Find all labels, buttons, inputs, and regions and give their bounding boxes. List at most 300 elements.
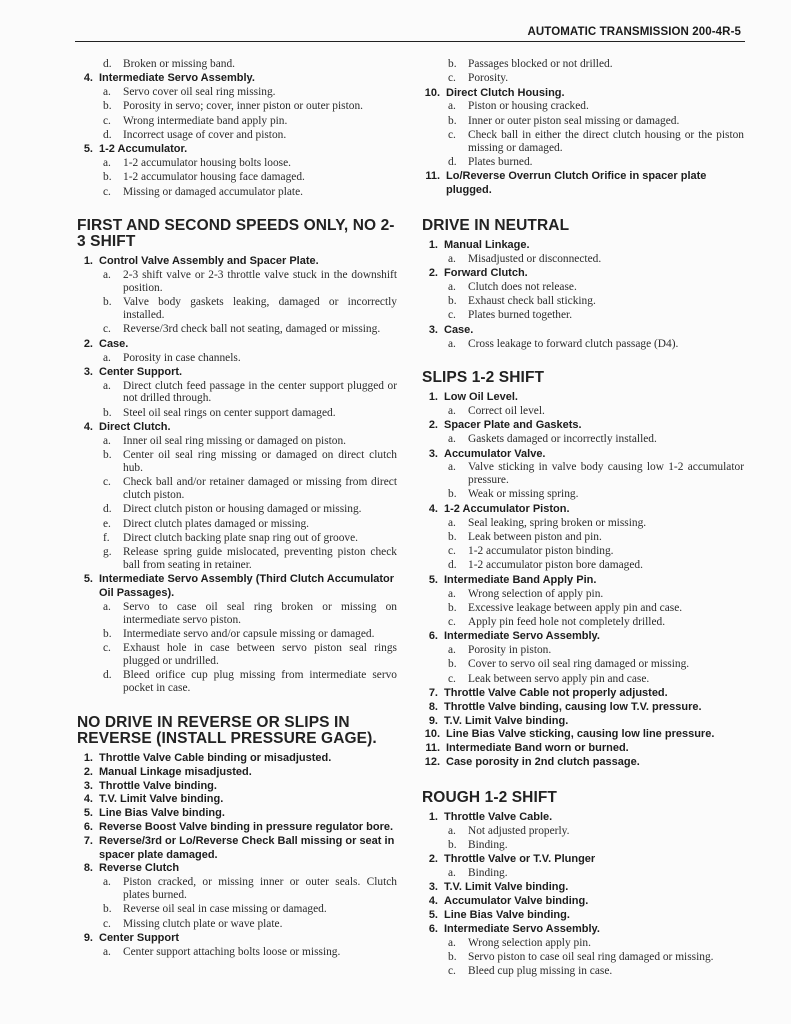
sub-item-text: Leak between piston and pin. — [468, 530, 602, 543]
left-column — [77, 58, 397, 960]
sub-item-text: Wrong selection apply pin. — [468, 936, 591, 949]
numbered-item — [422, 756, 744, 770]
sub-item-text: Direct clutch piston or housing damaged or missing. — [123, 503, 362, 516]
sub-item-letter: a. — [448, 252, 456, 265]
item-number: 9. — [428, 714, 438, 727]
item-title: Throttle Valve Cable not properly adjusted. — [444, 687, 668, 700]
sub-item-letter: a. — [448, 100, 456, 113]
sub-item-text: Servo to case oil seal ring broken or missing on intermediate servo piston. — [123, 600, 397, 626]
sub-item-text: Passages blocked or not drilled. — [468, 58, 613, 70]
sub-item-text: Steel oil seal rings on center support damaged. — [123, 406, 336, 419]
sub-item — [422, 658, 744, 671]
numbered-item — [422, 853, 744, 867]
sub-item-text: Cover to servo oil seal ring damaged or missing. — [468, 658, 690, 671]
sub-item-text: Porosity in servo; cover, inner piston or outer piston. — [123, 100, 363, 113]
sub-item — [422, 531, 744, 544]
sub-item-letter: a. — [448, 867, 456, 880]
item-number: 8. — [428, 700, 438, 713]
numbered-item — [422, 239, 744, 253]
item-title: Throttle Valve Cable. — [444, 810, 553, 823]
sub-item — [77, 100, 397, 113]
sub-item-text: Valve sticking in valve body causing low 1-2 accumulator pressure. — [468, 461, 744, 487]
sub-item — [77, 115, 397, 128]
sub-item-letter: c. — [448, 616, 456, 629]
sub-item-text: Cross leakage to forward clutch passage (D4). — [468, 337, 679, 350]
sub-item-letter: c. — [448, 72, 456, 85]
sub-item — [77, 171, 397, 184]
sub-item-letter: b. — [448, 601, 457, 614]
continued-block — [422, 58, 744, 198]
numbered-item — [422, 267, 744, 281]
sub-item — [422, 156, 744, 169]
sub-item-text: Missing clutch plate or wave plate. — [123, 917, 283, 930]
item-title: Accumulator Valve binding. — [444, 895, 589, 908]
sub-item-text: Bleed orifice cup plug missing from intermediate servo pocket in case. — [123, 669, 397, 695]
sub-item-letter: c. — [448, 965, 456, 978]
sub-item-text: Missing or damaged accumulator plate. — [123, 185, 303, 198]
item-title: Forward Clutch. — [444, 267, 528, 280]
sub-item — [77, 86, 397, 99]
sub-item-letter: a. — [448, 644, 456, 657]
numbered-item — [422, 87, 744, 101]
sub-item-letter: c. — [103, 114, 111, 127]
sub-item-letter: c. — [448, 128, 456, 141]
item-title: 1-2 Accumulator Piston. — [444, 502, 570, 515]
sub-item-text: Intermediate servo and/or capsule missing or damaged. — [123, 627, 375, 640]
numbered-item — [422, 923, 744, 937]
sub-item-text: Center support attaching bolts loose or missing. — [123, 945, 341, 958]
sub-item-letter: a. — [448, 405, 456, 418]
numbered-item — [77, 143, 397, 157]
sub-item-text: 1-2 accumulator housing bolts loose. — [123, 157, 291, 170]
section-heading: SLIPS 1-2 SHIFT — [422, 369, 545, 387]
sub-item-letter: c. — [103, 323, 111, 336]
sub-item-text: Leak between servo apply pin and case. — [468, 672, 650, 685]
numbered-item — [422, 728, 744, 742]
item-number: 5. — [428, 573, 438, 586]
numbered-item — [77, 862, 397, 876]
sub-item-letter: a. — [448, 433, 456, 446]
item-title: Case. — [99, 337, 129, 350]
sub-item — [422, 867, 744, 880]
sub-item — [422, 559, 744, 572]
sub-item — [422, 616, 744, 629]
sub-item-text: Reverse/3rd check ball not seating, damaged or missing. — [123, 323, 381, 336]
item-number: 2. — [428, 853, 438, 866]
sub-item — [422, 253, 744, 266]
numbered-item — [422, 391, 744, 405]
numbered-item — [77, 573, 397, 601]
sub-item-letter: a. — [448, 824, 456, 837]
sub-item — [422, 673, 744, 686]
sub-item — [422, 433, 744, 446]
numbered-item — [77, 255, 397, 269]
section-heading: DRIVE IN NEUTRAL — [422, 216, 570, 234]
page-header-title: AUTOMATIC TRANSMISSION 200-4R-5 — [527, 26, 741, 38]
sub-item-letter: b. — [448, 114, 457, 127]
sub-item-text: Exhaust hole in case between servo piston seal rings plugged or undrilled. — [123, 642, 397, 668]
item-number: 6. — [428, 630, 438, 643]
item-number: 3. — [83, 779, 93, 792]
item-number: 2. — [428, 267, 438, 280]
sub-item-letter: a. — [103, 600, 111, 613]
item-title: Intermediate Servo Assembly. — [99, 72, 255, 85]
numbered-item — [422, 909, 744, 923]
sub-item-letter: d. — [103, 503, 112, 516]
sub-item-text: Excessive leakage between apply pin and case. — [468, 601, 683, 614]
item-title: Direct Clutch. — [99, 421, 171, 434]
sub-item — [422, 839, 744, 852]
numbered-item — [77, 932, 397, 946]
numbered-item — [422, 687, 744, 701]
sub-item-text: Piston cracked, or missing inner or outer seals. Clutch plates burned. — [123, 876, 397, 901]
sub-item-letter: e. — [103, 517, 111, 530]
sub-item-letter: b. — [103, 903, 112, 916]
item-number: 3. — [428, 881, 438, 894]
sub-item-letter: c. — [448, 309, 456, 322]
numbered-item — [77, 780, 397, 794]
item-title: Reverse Boost Valve binding in pressure regulator bore. — [99, 820, 394, 833]
sub-item — [77, 476, 397, 502]
item-title: Reverse/3rd or Lo/Reverse Check Ball missing or seat in spacer plate damaged. — [99, 834, 395, 861]
sub-item-letter: a. — [448, 516, 456, 529]
item-title: T.V. Limit Valve binding. — [444, 881, 569, 894]
sub-item-text: Inner or outer piston seal missing or damaged. — [468, 114, 680, 127]
troubleshooting-section — [77, 218, 397, 695]
sub-item-letter: a. — [103, 86, 111, 99]
sub-item — [77, 352, 397, 365]
sub-item — [422, 281, 744, 294]
sub-item-text: Plates burned. — [468, 156, 533, 169]
item-number: 8. — [83, 862, 93, 875]
sub-item-letter: b. — [448, 950, 457, 963]
item-title: Low Oil Level. — [444, 391, 518, 404]
numbered-item — [77, 835, 397, 863]
item-title: Intermediate Servo Assembly (Third Clutch Accumulator Oil Passages). — [99, 573, 395, 600]
item-number: 11. — [425, 170, 440, 183]
sub-item — [77, 601, 397, 627]
numbered-item — [77, 366, 397, 380]
sub-item — [422, 309, 744, 322]
sub-item-text: Inner oil seal ring missing or damaged on piston. — [123, 434, 347, 447]
item-number: 1. — [428, 391, 438, 404]
item-title: Center Support — [99, 931, 180, 944]
numbered-item — [422, 630, 744, 644]
sub-item-letter: a. — [103, 945, 111, 958]
sub-item — [422, 825, 744, 838]
numbered-item — [77, 72, 397, 86]
sub-item-letter: b. — [103, 296, 112, 309]
sub-item-text: Center oil seal ring missing or damaged on direct clutch hub. — [123, 449, 397, 474]
sub-item-text: Piston or housing cracked. — [468, 100, 589, 113]
sub-item-letter: a. — [103, 876, 111, 889]
sub-item-text: 1-2 accumulator housing face damaged. — [123, 171, 305, 184]
item-number: 9. — [83, 931, 93, 944]
sub-item-letter: f. — [103, 531, 110, 544]
sub-item-letter: a. — [103, 157, 111, 170]
sub-item-text: Clutch does not release. — [468, 280, 577, 293]
item-title: Line Bias Valve sticking, causing low line pressure. — [446, 728, 715, 741]
numbered-item — [422, 448, 744, 462]
item-number: 1. — [83, 255, 93, 268]
sub-item — [422, 461, 744, 487]
numbered-item — [77, 807, 397, 821]
item-number: 10. — [424, 728, 440, 741]
sub-item-letter: b. — [103, 449, 112, 462]
sub-item — [422, 338, 744, 351]
sub-item-letter: b. — [103, 171, 112, 184]
numbered-item — [422, 419, 744, 433]
sub-item — [422, 115, 744, 128]
sub-item — [422, 488, 744, 501]
sub-item — [77, 58, 397, 71]
sub-item-letter: c. — [448, 672, 456, 685]
sub-item — [422, 129, 744, 155]
sub-item — [77, 628, 397, 641]
numbered-item — [422, 170, 744, 198]
sub-item-letter: c. — [103, 476, 111, 489]
sub-item — [77, 518, 397, 531]
item-number: 7. — [83, 834, 93, 847]
item-number: 2. — [83, 337, 93, 350]
numbered-item — [77, 338, 397, 352]
sub-item-text: Binding. — [468, 838, 508, 851]
sub-item-letter: a. — [448, 587, 456, 600]
sub-item-letter: b. — [448, 530, 457, 543]
sub-item-text: Weak or missing spring. — [468, 488, 579, 501]
sub-item-letter: a. — [448, 337, 456, 350]
sub-item — [422, 937, 744, 950]
sub-item — [77, 380, 397, 406]
numbered-item — [422, 503, 744, 517]
sub-item — [422, 405, 744, 418]
troubleshooting-section — [422, 790, 744, 978]
sub-item-letter: b. — [448, 488, 457, 501]
sub-item-text: Porosity. — [468, 72, 509, 85]
item-title: Intermediate Servo Assembly. — [444, 922, 600, 935]
sub-item-text: Release spring guide mislocated, preventing piston check ball from seating in retainer. — [123, 546, 397, 571]
item-title: 1-2 Accumulator. — [99, 143, 188, 156]
sub-item-text: Incorrect usage of cover and piston. — [123, 128, 287, 141]
sub-item — [422, 588, 744, 601]
numbered-item — [422, 895, 744, 909]
item-number: 1. — [83, 751, 93, 764]
item-number: 5. — [83, 143, 93, 156]
numbered-item — [77, 793, 397, 807]
sub-item — [77, 296, 397, 322]
sub-item — [77, 532, 397, 545]
item-number: 4. — [83, 793, 93, 806]
item-title: Lo/Reverse Overrun Clutch Orifice in spacer plate plugged. — [446, 170, 707, 197]
sub-item — [77, 946, 397, 959]
sub-item-text: Reverse oil seal in case missing or damaged. — [123, 903, 327, 916]
sub-item — [422, 295, 744, 308]
sub-item-letter: b. — [448, 658, 457, 671]
sub-item-text: Bleed cup plug missing in case. — [468, 965, 613, 978]
item-title: T.V. Limit Valve binding. — [444, 714, 569, 727]
sub-item-text: 2-3 shift valve or 2-3 throttle valve stuck in the downshift position. — [123, 269, 397, 295]
right-column — [422, 58, 744, 979]
sub-item-letter: a. — [448, 936, 456, 949]
sub-item-text: Not adjusted properly. — [468, 824, 570, 837]
sub-item-text: Misadjusted or disconnected. — [468, 252, 602, 265]
item-number: 5. — [83, 573, 93, 586]
numbered-item — [422, 811, 744, 825]
sub-item — [77, 503, 397, 516]
item-title: Throttle Valve Cable binding or misadjusted. — [99, 751, 332, 764]
sub-item-letter: c. — [103, 917, 111, 930]
item-title: Accumulator Valve. — [444, 447, 546, 460]
item-number: 6. — [428, 922, 438, 935]
continued-block — [77, 58, 397, 198]
sub-item-text: Direct clutch plates damaged or missing. — [123, 517, 309, 530]
sub-item-letter: a. — [103, 434, 111, 447]
item-number: 6. — [83, 820, 93, 833]
sub-item-text: Broken or missing band. — [123, 58, 235, 70]
sub-item-text: Wrong selection of apply pin. — [468, 587, 604, 600]
numbered-item — [77, 421, 397, 435]
sub-item — [422, 602, 744, 615]
item-title: Intermediate Servo Assembly. — [444, 630, 600, 643]
sub-item — [77, 546, 397, 572]
item-number: 10. — [424, 86, 440, 99]
sub-item-letter: c. — [448, 545, 456, 558]
sub-item — [77, 157, 397, 170]
sub-item — [77, 903, 397, 916]
item-title: Manual Linkage. — [444, 238, 530, 251]
sub-item — [422, 545, 744, 558]
sub-item — [422, 951, 744, 964]
sub-item — [77, 435, 397, 448]
sub-item-letter: d. — [448, 156, 457, 169]
sub-item — [77, 449, 397, 475]
sub-item-text: Valve body gaskets leaking, damaged or incorrectly installed. — [123, 296, 397, 322]
item-title: Manual Linkage misadjusted. — [99, 765, 252, 778]
item-number: 11. — [425, 742, 440, 755]
item-number: 12. — [424, 756, 440, 769]
sub-item — [77, 642, 397, 668]
sub-item-letter: d. — [103, 58, 112, 70]
item-number: 7. — [428, 687, 438, 700]
sub-item-text: Wrong intermediate band apply pin. — [123, 114, 288, 127]
item-title: Throttle Valve binding. — [99, 779, 217, 792]
sub-item-text: Check ball in either the direct clutch housing or the piston missing or damaged. — [468, 128, 744, 154]
sub-item-letter: c. — [103, 185, 111, 198]
sub-item — [77, 876, 397, 902]
sub-item-letter: b. — [103, 627, 112, 640]
troubleshooting-section — [422, 370, 744, 770]
sub-item-text: Servo cover oil seal ring missing. — [123, 86, 276, 99]
sub-item-text: Porosity in piston. — [468, 644, 552, 657]
numbered-item — [422, 701, 744, 715]
sub-item-text: Apply pin feed hole not completely drilled. — [468, 616, 666, 629]
item-title: Throttle Valve or T.V. Plunger — [444, 853, 596, 866]
sub-item-letter: a. — [103, 351, 111, 364]
item-number: 5. — [428, 908, 438, 921]
numbered-item — [77, 766, 397, 780]
item-title: Intermediate Band Apply Pin. — [444, 573, 597, 586]
troubleshooting-section — [77, 715, 397, 958]
section-heading: ROUGH 1-2 SHIFT — [422, 788, 557, 806]
sub-item-letter: b. — [103, 100, 112, 113]
numbered-item — [422, 574, 744, 588]
numbered-item — [422, 324, 744, 338]
sub-item-letter: b. — [448, 295, 457, 308]
item-number: 4. — [83, 421, 93, 434]
item-number: 3. — [83, 365, 93, 378]
sub-item — [422, 72, 744, 85]
sub-item-letter: d. — [103, 669, 112, 682]
item-number: 2. — [83, 765, 93, 778]
item-number: 4. — [83, 72, 93, 85]
item-title: Center Support. — [99, 365, 183, 378]
sub-item-letter: c. — [103, 642, 111, 655]
sub-item-letter: b. — [448, 58, 457, 70]
sub-item — [422, 644, 744, 657]
item-title: T.V. Limit Valve binding. — [99, 793, 224, 806]
sub-item — [77, 323, 397, 336]
sub-item-text: Correct oil level. — [468, 405, 545, 418]
item-title: Reverse Clutch — [99, 862, 180, 875]
sub-item-text: Direct clutch feed passage in the center support plugged or not drilled through. — [123, 379, 397, 405]
item-number: 2. — [428, 419, 438, 432]
sub-item-letter: d. — [448, 559, 457, 572]
section-heading: FIRST AND SECOND SPEEDS ONLY, NO 2-3 SHIFT — [77, 217, 395, 251]
sub-item — [77, 918, 397, 931]
sub-item — [77, 129, 397, 142]
sub-item-text: Check ball and/or retainer damaged or missing from direct clutch piston. — [123, 476, 397, 502]
sub-item — [77, 407, 397, 420]
numbered-item — [77, 752, 397, 766]
item-number: 5. — [83, 807, 93, 820]
numbered-item — [422, 742, 744, 756]
sub-item-text: 1-2 accumulator piston binding. — [468, 545, 614, 558]
numbered-item — [422, 715, 744, 729]
sub-item-letter: b. — [103, 406, 112, 419]
sub-item — [422, 58, 744, 71]
item-number: 4. — [428, 502, 438, 515]
section-heading: NO DRIVE IN REVERSE OR SLIPS IN REVERSE (INSTALL PRESSURE GAGE). — [77, 713, 377, 747]
item-number: 4. — [428, 895, 438, 908]
sub-item — [77, 269, 397, 295]
item-title: Line Bias Valve binding. — [444, 908, 570, 921]
sub-item — [422, 100, 744, 113]
sub-item-letter: g. — [103, 546, 112, 559]
sub-item-text: 1-2 accumulator piston bore damaged. — [468, 559, 643, 572]
item-title: Case. — [444, 323, 474, 336]
sub-item — [422, 517, 744, 530]
item-title: Case porosity in 2nd clutch passage. — [446, 756, 640, 769]
item-title: Control Valve Assembly and Spacer Plate. — [99, 255, 319, 268]
sub-item-letter: b. — [448, 838, 457, 851]
sub-item — [422, 965, 744, 978]
sub-item-text: Porosity in case channels. — [123, 351, 241, 364]
sub-item-text: Gaskets damaged or incorrectly installed. — [468, 433, 657, 446]
sub-item-text: Plates burned together. — [468, 309, 573, 322]
item-title: Throttle Valve binding, causing low T.V. pressure. — [444, 700, 702, 713]
sub-item-letter: a. — [448, 280, 456, 293]
sub-item-letter: a. — [103, 379, 111, 392]
sub-item-letter: d. — [103, 128, 112, 141]
item-number: 3. — [428, 447, 438, 460]
item-title: Line Bias Valve binding. — [99, 807, 225, 820]
sub-item-text: Binding. — [468, 867, 508, 880]
page-header — [75, 24, 745, 42]
item-title: Direct Clutch Housing. — [446, 86, 565, 99]
item-title: Intermediate Band worn or burned. — [446, 742, 629, 755]
item-number: 3. — [428, 323, 438, 336]
sub-item — [77, 669, 397, 695]
